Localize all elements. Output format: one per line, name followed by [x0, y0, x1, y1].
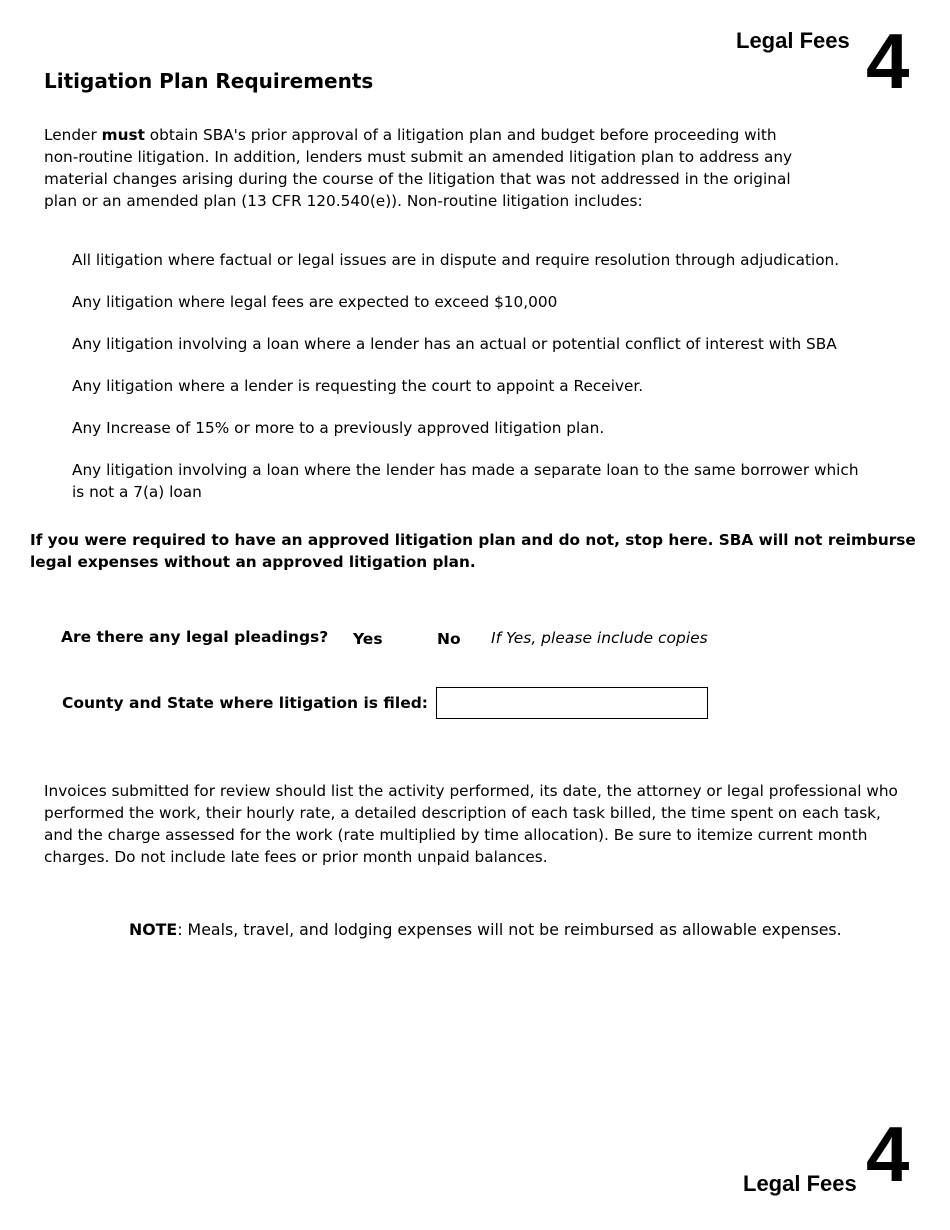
county-label: County and State where litigation is filed: [62, 694, 429, 712]
intro-paragraph [44, 124, 804, 212]
list-item: All litigation where factual or legal issues are in dispute and require resolution through adjudication. [72, 251, 840, 269]
expenses-note [129, 919, 889, 941]
county-state-input[interactable] [436, 687, 708, 719]
page-title: Litigation Plan Requirements [44, 69, 374, 93]
intro-prefix: Lender [44, 126, 102, 144]
note-label: NOTE [129, 920, 178, 939]
pleadings-question: Are there any legal pleadings? [61, 628, 329, 646]
list-item: Any Increase of 15% or more to a previously approved litigation plan. [72, 419, 605, 437]
header-section-number: 4 [866, 17, 910, 105]
footer-section-label: Legal Fees [743, 1171, 857, 1196]
list-item: Any litigation involving a loan where the lender has made a separate loan to the same borrower which is not a 7(a) loan [72, 461, 859, 501]
footer-section-number: 4 [866, 1110, 910, 1198]
note-text: : Meals, travel, and lodging expenses will not be reimbursed as allowable expenses. [177, 920, 842, 939]
pleadings-no-option[interactable]: No [437, 630, 461, 648]
list-item: Any litigation where a lender is requesting the court to appoint a Receiver. [72, 377, 644, 395]
intro-emphasis: must [101, 126, 145, 144]
non-routine-list [72, 249, 872, 523]
invoice-instructions: Invoices submitted for review should list the activity performed, its date, the attorney or legal professional who performed the work, their hourly rate, a detailed description of each task billed, the time spent on each task, and the charge assessed for the work (rate multiplied by time allocation). Be sure to itemize current month charges. Do not include late fees or prior month unpaid balances. [44, 782, 898, 866]
list-item: Any litigation involving a loan where a lender has an actual or potential conflict of interest with SBA [72, 335, 837, 353]
approval-warning: If you were required to have an approved litigation plan and do not, stop here. SBA will not reimburse legal expenses without an approved litigation plan. [30, 531, 916, 571]
list-item: Any litigation where legal fees are expected to exceed $10,000 [72, 293, 558, 311]
header-section-label: Legal Fees [736, 28, 850, 53]
intro-text: obtain SBA's prior approval of a litigation plan and budget before proceeding with non-routine litigation. In addition, lenders must submit an amended litigation plan to address any material changes arising during the course of the litigation that was not addressed in the original plan or an amended plan (13 CFR 120.540(e)). Non-routine litigation includes: [44, 126, 793, 210]
pleadings-hint: If Yes, please include copies [491, 629, 708, 647]
pleadings-yes-option[interactable]: Yes [353, 630, 383, 648]
